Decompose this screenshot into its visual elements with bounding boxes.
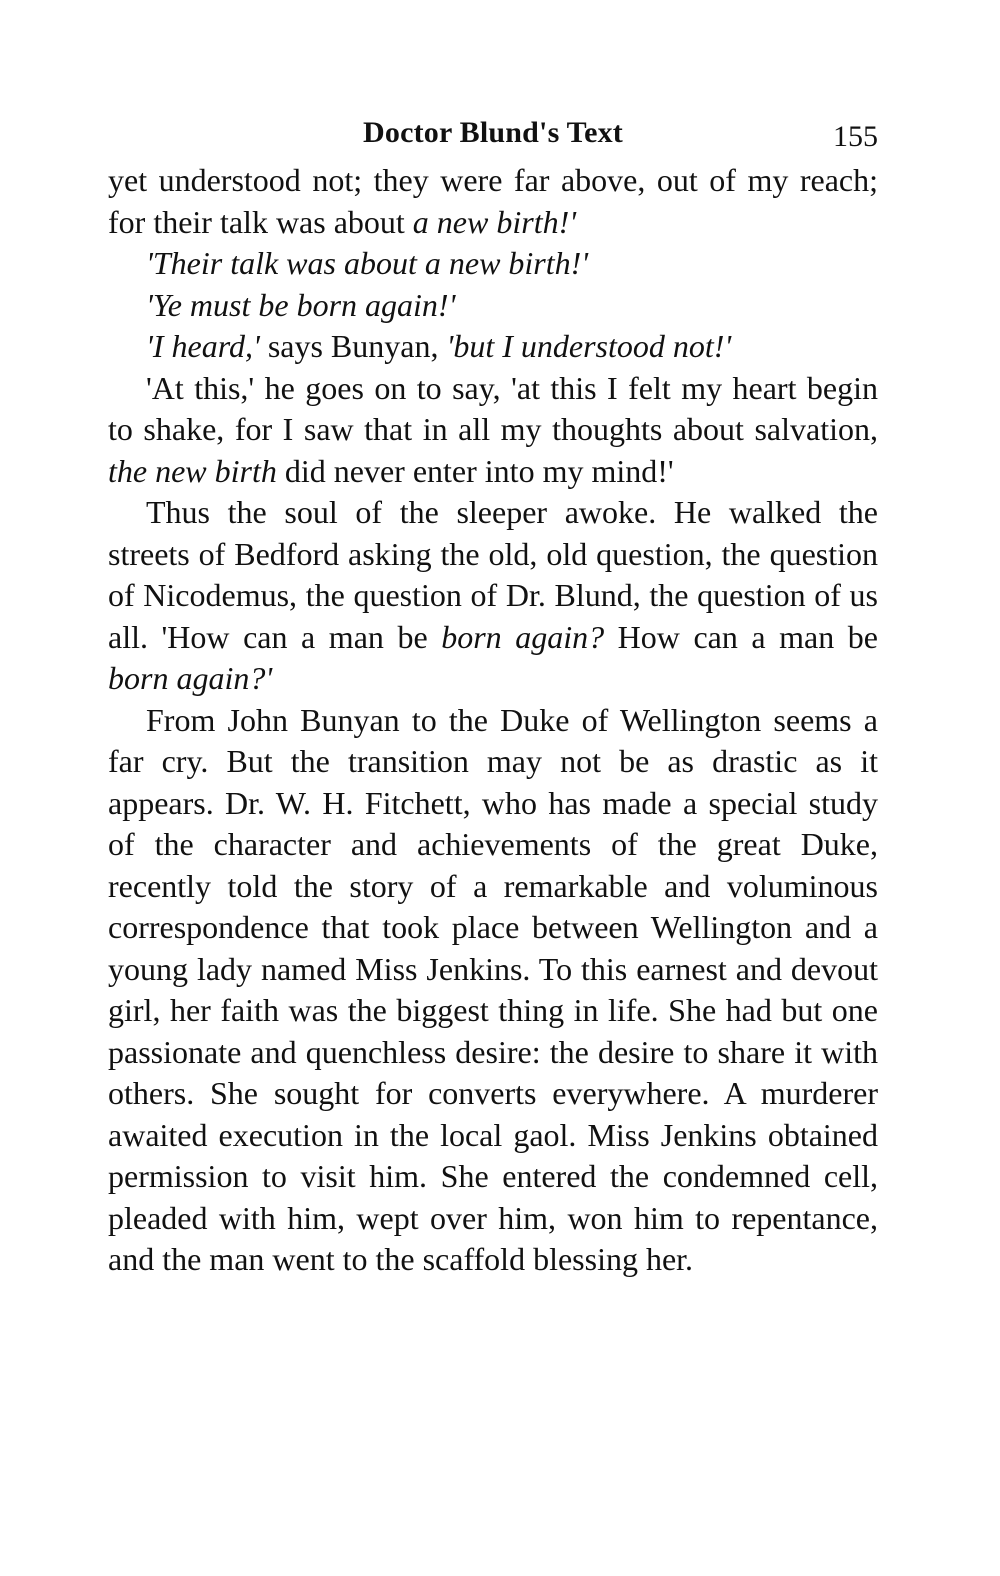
running-title: Doctor Blund's Text xyxy=(363,116,623,149)
paragraph-5 xyxy=(108,368,878,493)
paragraph-1 xyxy=(108,160,878,243)
paragraph-2 xyxy=(108,243,878,285)
paragraph-6 xyxy=(108,492,878,700)
paragraph-2-italic: 'Their talk was about a new birth!' xyxy=(146,245,589,281)
paragraph-4 xyxy=(108,326,878,368)
paragraph-6-text-b: How can a man be xyxy=(604,618,879,655)
paragraph-5-text-a: 'At this,' he goes on to say, 'at this I felt my heart begin to shake, for I saw that in all my thoughts about salvation, xyxy=(108,369,878,447)
paragraph-6-italic-a: born again? xyxy=(441,618,605,655)
paragraph-4-italic-a: 'I heard,' xyxy=(146,328,260,364)
body-text xyxy=(108,160,878,1281)
paragraph-4-text: says Bunyan, xyxy=(259,328,447,364)
book-page xyxy=(108,110,878,1281)
running-head xyxy=(108,110,878,160)
paragraph-5-text-b: did never enter into my mind!' xyxy=(276,452,674,489)
paragraph-6-italic-b: born again?' xyxy=(108,660,273,696)
paragraph-6-text-a: Thus the soul of the sleeper awoke. He walked the streets of Bedford asking the old, old question, the question of Nicodemus, the question of Dr. Blund, the question of us all. 'How can a man be xyxy=(108,494,878,655)
page-number: 155 xyxy=(833,120,878,153)
paragraph-3 xyxy=(108,285,878,327)
paragraph-3-italic: 'Ye must be born again!' xyxy=(146,286,456,323)
paragraph-1-italic: a new birth!' xyxy=(412,203,577,240)
paragraph-1-text: yet understood not; they were far above, out of my reach; for their talk was about xyxy=(108,162,878,240)
paragraph-4-italic-b: 'but I understood not!' xyxy=(446,328,732,364)
paragraph-5-italic: the new birth xyxy=(108,452,277,489)
paragraph-7: From John Bunyan to the Duke of Wellington seems a far cry. But the transition may not be as drastic as it appears. Dr. W. H. Fitchett, who has made a special study of the character and achievements of the great Duke, recently told the story of a remarkable and voluminous correspondence that took place between Wellington and a young lady named Miss Jenkins. To this earnest and devout girl, her faith was the biggest thing in life. She had but one passionate and quenchless desire: the desire to share it with others. She sought for converts everywhere. A murderer awaited execution in the local gaol. Miss Jenkins obtained permission to visit him. She entered the condemned cell, pleaded with him, wept over him, won him to repentance, and the man went to the scaffold blessing her. xyxy=(108,701,878,1277)
